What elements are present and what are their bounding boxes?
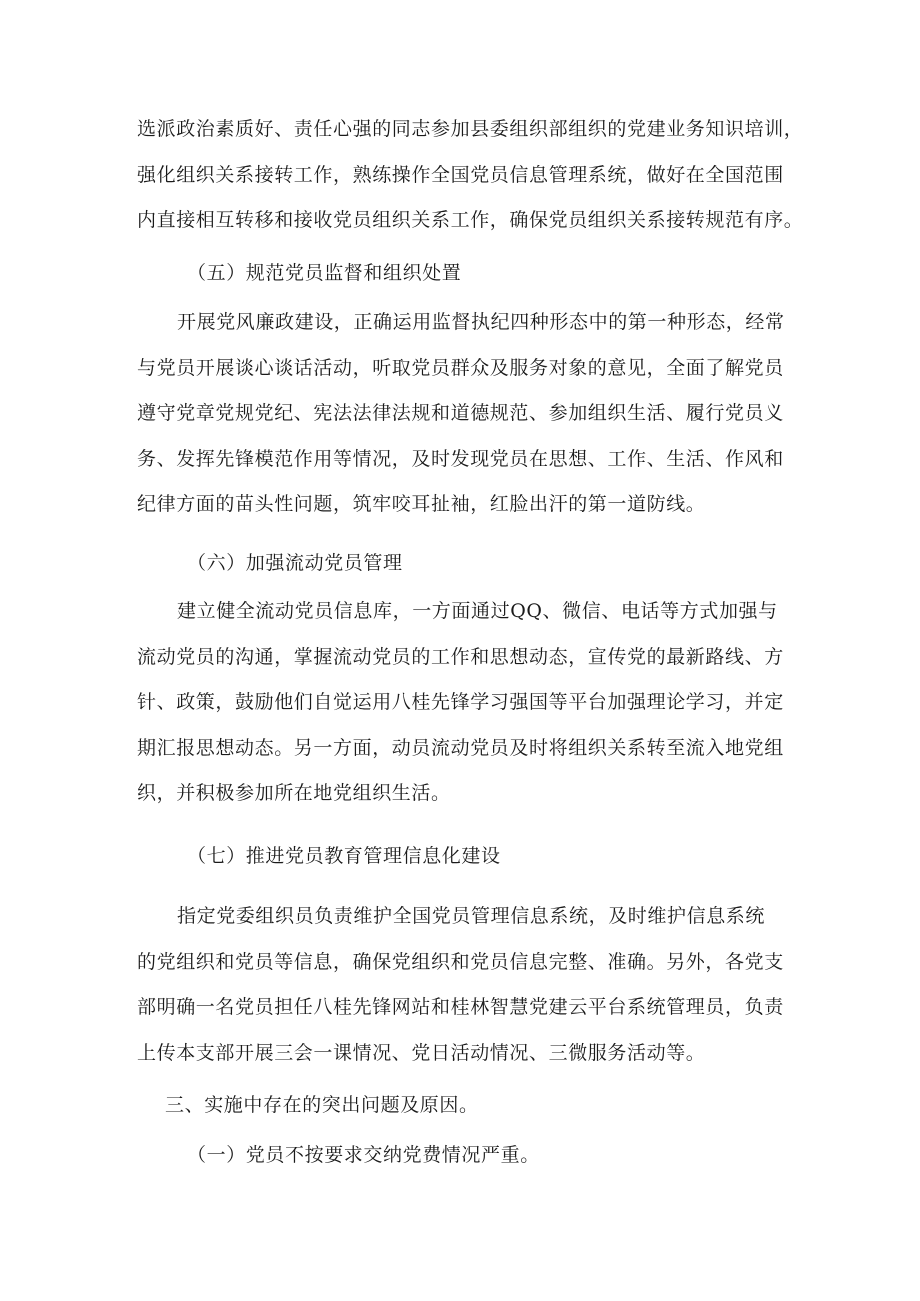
paragraph-line: 期汇报思想动态。另一方面，动员流动党员及时将组织关系转至流入地党组 <box>137 736 784 759</box>
heading-6: （六）加强流动党员管理 <box>187 552 403 574</box>
paragraph-line: 的党组织和党员等信息，确保党组织和党员信息完整、准确。另外，各党支 <box>137 950 784 973</box>
paragraph-line: 内直接相互转移和接收党员组织关系工作，确保党员组织关系接转规范有序。 <box>137 209 804 231</box>
paragraph-line: 上传本支部开展三会一课情况、党日活动情况、三微服务活动等。 <box>137 1041 706 1064</box>
paragraph-line: 与党员开展谈心谈话活动，听取党员群众及服务对象的意见，全面了解党员 <box>137 356 784 379</box>
paragraph-line: 务、发挥先锋模范作用等情况，及时发现党员在思想、工作、生活、作风和 <box>137 447 784 470</box>
paragraph-line: 开展党风廉政建设，正确运用监督执纪四种形态中的第一种形态，经常 <box>177 311 785 333</box>
paragraph-2 <box>137 300 797 528</box>
paragraph-line: 纪律方面的苗头性问题，筑牢咬耳扯袖，红脸出汗的第一道防线。 <box>137 493 706 515</box>
paragraph-line: 织，并积极参加所在地党组织生活。 <box>137 782 451 804</box>
paragraph-3 <box>137 589 797 817</box>
paragraph-4 <box>137 894 797 1076</box>
paragraph-line: 遵守党章党规党纪、宪法法律法规和道德规范、参加组织生活、履行党员义 <box>137 402 784 424</box>
paragraph-line: 选派政治素质好、责任心强的同志参加县委组织部组织的党建业务知识培训， <box>137 118 804 140</box>
paragraph-line: 针、政策，鼓励他们自觉运用八桂先锋学习强国等平台加强理论学习，并定 <box>137 691 784 713</box>
subheading-3-1: （一）党员不按要求交纳党费情况严重。 <box>187 1144 540 1166</box>
heading-5: （五）规范党员监督和组织处置 <box>187 262 462 284</box>
paragraph-line: 建立健全流动党员信息库，一方面通过QQ、微信、电话等方式加强与 <box>177 600 778 622</box>
heading-7: （七）推进党员教育管理信息化建设 <box>187 845 501 867</box>
paragraph-line: 部明确一名党员担任八桂先锋网站和桂林智慧党建云平台系统管理员，负责 <box>137 996 784 1018</box>
section-3-heading: 三、实施中存在的突出问题及原因。 <box>165 1094 479 1116</box>
paragraph-line: 指定党委组织员负责维护全国党员管理信息系统，及时维护信息系统 <box>177 905 766 927</box>
paragraph-line: 流动党员的沟通，掌握流动党员的工作和思想动态，宣传党的最新路线、方 <box>137 645 784 668</box>
paragraph-1 <box>137 107 804 244</box>
paragraph-line: 强化组织关系接转工作，熟练操作全国党员信息管理系统，做好在全国范围 <box>137 163 784 186</box>
